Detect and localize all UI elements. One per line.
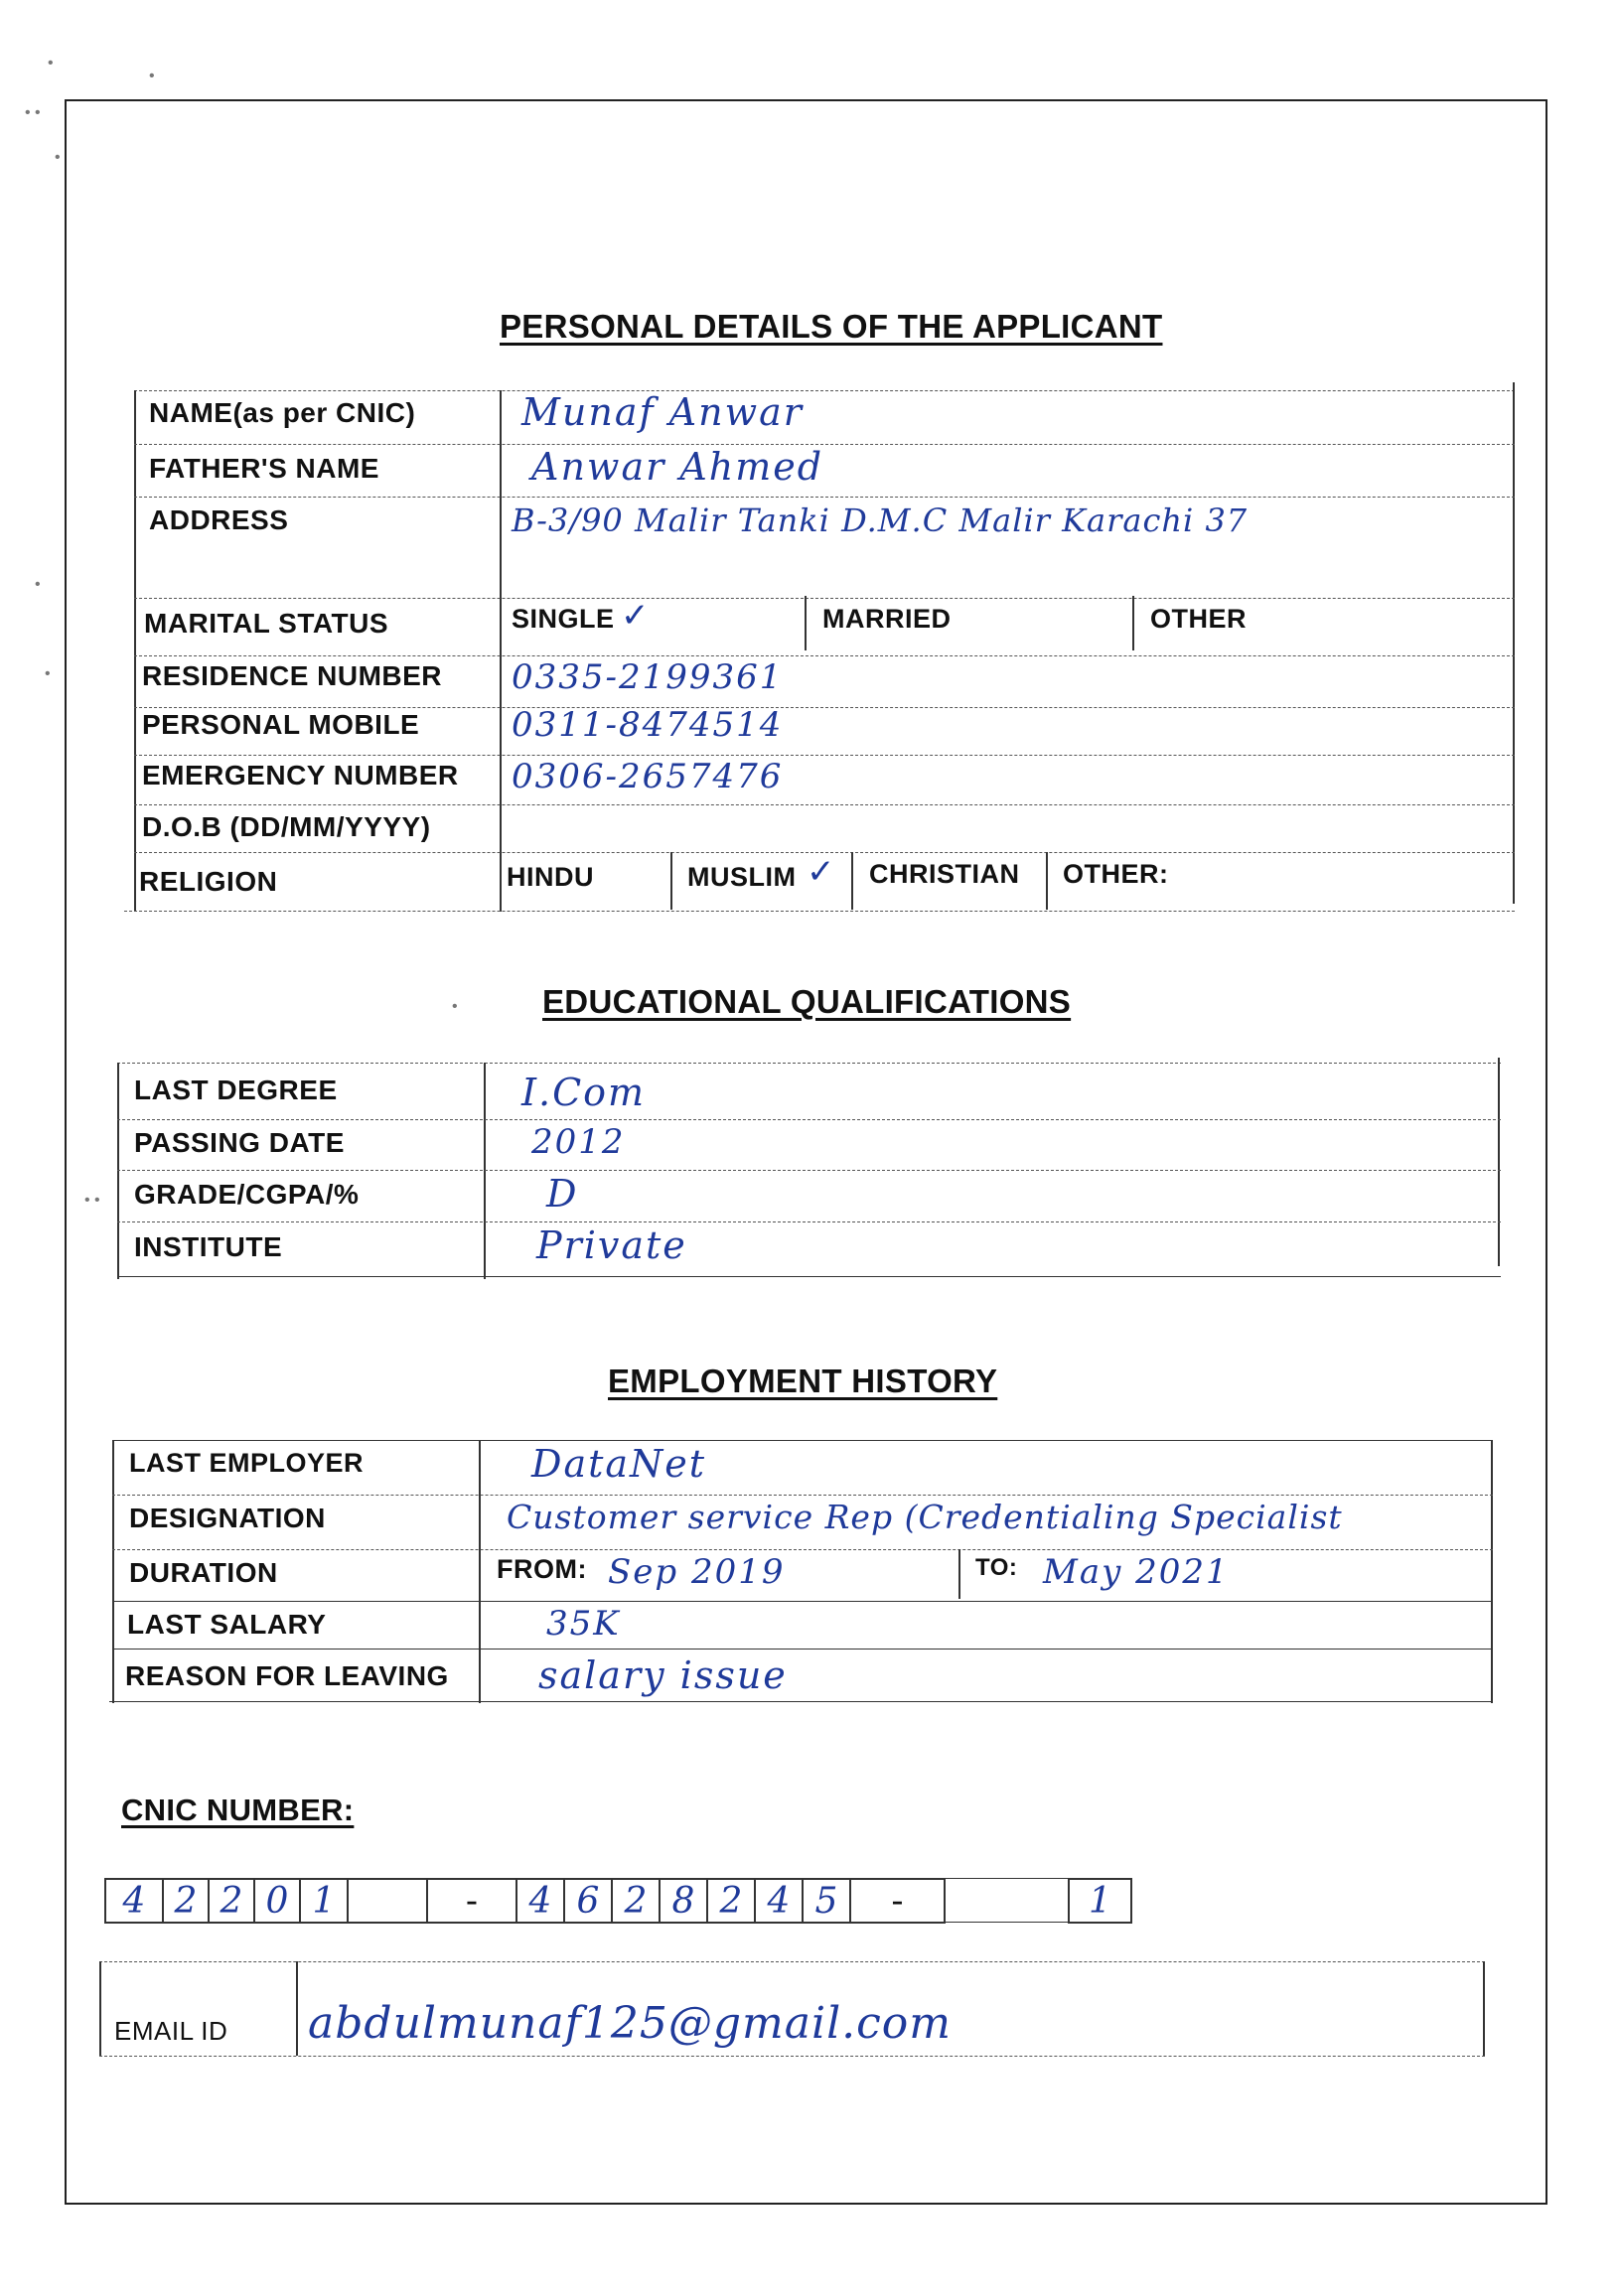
residence-number-label: RESIDENCE NUMBER xyxy=(142,660,443,691)
religion-option-christian: CHRISTIAN xyxy=(869,859,1020,889)
row-rule xyxy=(112,1649,1493,1650)
passing-date-label: PASSING DATE xyxy=(134,1127,345,1158)
option-divider xyxy=(1046,852,1048,910)
cnic-digit-box xyxy=(347,1878,428,1924)
table-rule xyxy=(134,390,136,912)
row-rule xyxy=(134,755,1515,756)
row-rule xyxy=(134,655,1515,656)
email-id-label: EMAIL ID xyxy=(114,2016,228,2046)
row-rule xyxy=(112,1601,1493,1602)
duration-label: DURATION xyxy=(129,1557,278,1588)
reason-for-leaving-label: REASON FOR LEAVING xyxy=(125,1660,449,1691)
option-divider xyxy=(805,596,807,650)
email-rule xyxy=(296,1961,298,2056)
row-rule xyxy=(117,1276,1501,1277)
last-employer-value: DataNet xyxy=(531,1442,707,1486)
email-rule xyxy=(1483,1961,1485,2056)
cnic-digit-box: 1 xyxy=(299,1878,349,1924)
religion-option-hindu: HINDU xyxy=(507,862,594,892)
row-rule xyxy=(112,1549,1493,1550)
dob-label: D.O.B (DD/MM/YYYY) xyxy=(142,811,431,842)
passing-date-value: 2012 xyxy=(531,1122,626,1162)
muslim-check-mark: ✓ xyxy=(807,852,835,892)
duration-from-label: FROM: xyxy=(497,1554,587,1584)
personal-details-heading: PERSONAL DETAILS OF THE APPLICANT xyxy=(500,308,1163,345)
cnic-digit-box: 0 xyxy=(253,1878,301,1924)
emergency-number-label: EMERGENCY NUMBER xyxy=(142,760,459,790)
emergency-number-value: 0306-2657476 xyxy=(512,757,784,796)
personal-mobile-value: 0311-8474514 xyxy=(512,705,784,745)
cnic-dash-box: - xyxy=(849,1878,946,1924)
cnic-digit-box: 1 xyxy=(1068,1878,1132,1924)
row-rule xyxy=(117,1221,1501,1222)
cnic-digit-box: 6 xyxy=(563,1878,613,1924)
option-divider xyxy=(670,852,672,910)
cnic-digit-box: 2 xyxy=(611,1878,661,1924)
cnic-row-rule xyxy=(944,1878,1070,1879)
cnic-digit-box: 4 xyxy=(754,1878,804,1924)
table-rule xyxy=(112,1440,114,1703)
employment-heading: EMPLOYMENT HISTORY xyxy=(608,1363,998,1399)
cnic-dash-box: - xyxy=(426,1878,517,1924)
row-rule xyxy=(134,707,1515,708)
scan-speck: • xyxy=(35,576,41,593)
residence-number-value: 0335-2199361 xyxy=(512,657,784,697)
religion-option-other: OTHER: xyxy=(1063,859,1169,889)
institute-value: Private xyxy=(536,1223,687,1267)
name-label: NAME(as per CNIC) xyxy=(149,397,416,428)
last-degree-label: LAST DEGREE xyxy=(134,1075,338,1105)
address-value: B-3/90 Malir Tanki D.M.C Malir Karachi 37 xyxy=(512,502,1249,539)
table-rule xyxy=(1498,1058,1500,1266)
institute-label: INSTITUTE xyxy=(134,1231,283,1262)
cnic-digit-box: 8 xyxy=(659,1878,708,1924)
scan-speck: • xyxy=(452,998,458,1015)
table-rule xyxy=(117,1063,119,1279)
single-check-mark: ✓ xyxy=(621,596,650,636)
cnic-digit-box: 2 xyxy=(162,1878,210,1924)
row-rule xyxy=(134,804,1515,805)
row-rule xyxy=(134,598,1515,599)
scan-speck: • xyxy=(45,665,51,682)
row-rule xyxy=(117,1119,1501,1120)
cnic-digit-box: 2 xyxy=(706,1878,756,1924)
scan-speck: • xyxy=(55,149,61,166)
option-divider xyxy=(851,852,853,910)
row-rule xyxy=(134,497,1515,498)
email-rule xyxy=(99,1961,101,2056)
cnic-digit-box: 4 xyxy=(104,1878,164,1924)
name-value: Munaf Anwar xyxy=(521,390,804,434)
cnic-row-rule xyxy=(944,1922,1070,1923)
duration-from-value: Sep 2019 xyxy=(608,1552,786,1592)
cnic-digit-box: 5 xyxy=(802,1878,851,1924)
table-rule xyxy=(1513,382,1515,904)
row-rule xyxy=(134,444,1515,445)
religion-label: RELIGION xyxy=(139,866,278,897)
scan-speck: • xyxy=(48,55,54,72)
religion-option-muslim: MUSLIM xyxy=(687,862,797,892)
last-salary-value: 35K xyxy=(546,1604,621,1644)
option-divider xyxy=(958,1549,960,1599)
row-rule xyxy=(117,1170,1501,1171)
marital-option-other: OTHER xyxy=(1150,604,1247,634)
table-rule xyxy=(479,1440,481,1703)
table-rule xyxy=(117,1063,1501,1064)
scan-speck: • • xyxy=(84,1192,100,1209)
table-rule xyxy=(484,1063,486,1279)
row-rule xyxy=(124,911,1515,912)
father-name-value: Anwar Ahmed xyxy=(531,445,824,489)
cnic-number-label: CNIC NUMBER: xyxy=(121,1793,355,1827)
duration-to-value: May 2021 xyxy=(1043,1552,1230,1592)
last-employer-label: LAST EMPLOYER xyxy=(129,1448,365,1478)
marital-status-label: MARITAL STATUS xyxy=(144,608,389,639)
scan-speck: • • xyxy=(25,104,41,121)
cnic-digit-box: 4 xyxy=(515,1878,565,1924)
reason-for-leaving-value: salary issue xyxy=(538,1653,788,1697)
personal-mobile-label: PERSONAL MOBILE xyxy=(142,709,420,740)
grade-value: D xyxy=(546,1172,579,1216)
email-rule xyxy=(99,2056,1485,2057)
row-rule xyxy=(109,1701,1493,1702)
father-name-label: FATHER'S NAME xyxy=(149,453,379,484)
marital-option-married: MARRIED xyxy=(822,604,952,634)
designation-label: DESIGNATION xyxy=(129,1503,326,1533)
row-rule xyxy=(112,1495,1493,1496)
marital-option-single: SINGLE xyxy=(512,604,615,634)
email-rule xyxy=(99,1961,1485,1962)
table-rule xyxy=(134,390,1515,391)
grade-label: GRADE/CGPA/% xyxy=(134,1179,360,1210)
cnic-digit-box: 2 xyxy=(208,1878,255,1924)
table-rule xyxy=(112,1440,1493,1441)
duration-to-label: TO: xyxy=(975,1554,1018,1581)
table-rule xyxy=(500,390,502,912)
scan-speck: • xyxy=(149,68,155,84)
option-divider xyxy=(1132,596,1134,650)
table-rule xyxy=(1491,1440,1493,1703)
email-id-value: abdulmunaf125@gmail.com xyxy=(308,1998,952,2049)
designation-value: Customer service Rep (Credentialing Specialist xyxy=(507,1498,1343,1536)
address-label: ADDRESS xyxy=(149,504,289,535)
last-salary-label: LAST SALARY xyxy=(127,1609,327,1640)
education-heading: EDUCATIONAL QUALIFICATIONS xyxy=(542,983,1072,1020)
last-degree-value: I.Com xyxy=(521,1071,647,1114)
